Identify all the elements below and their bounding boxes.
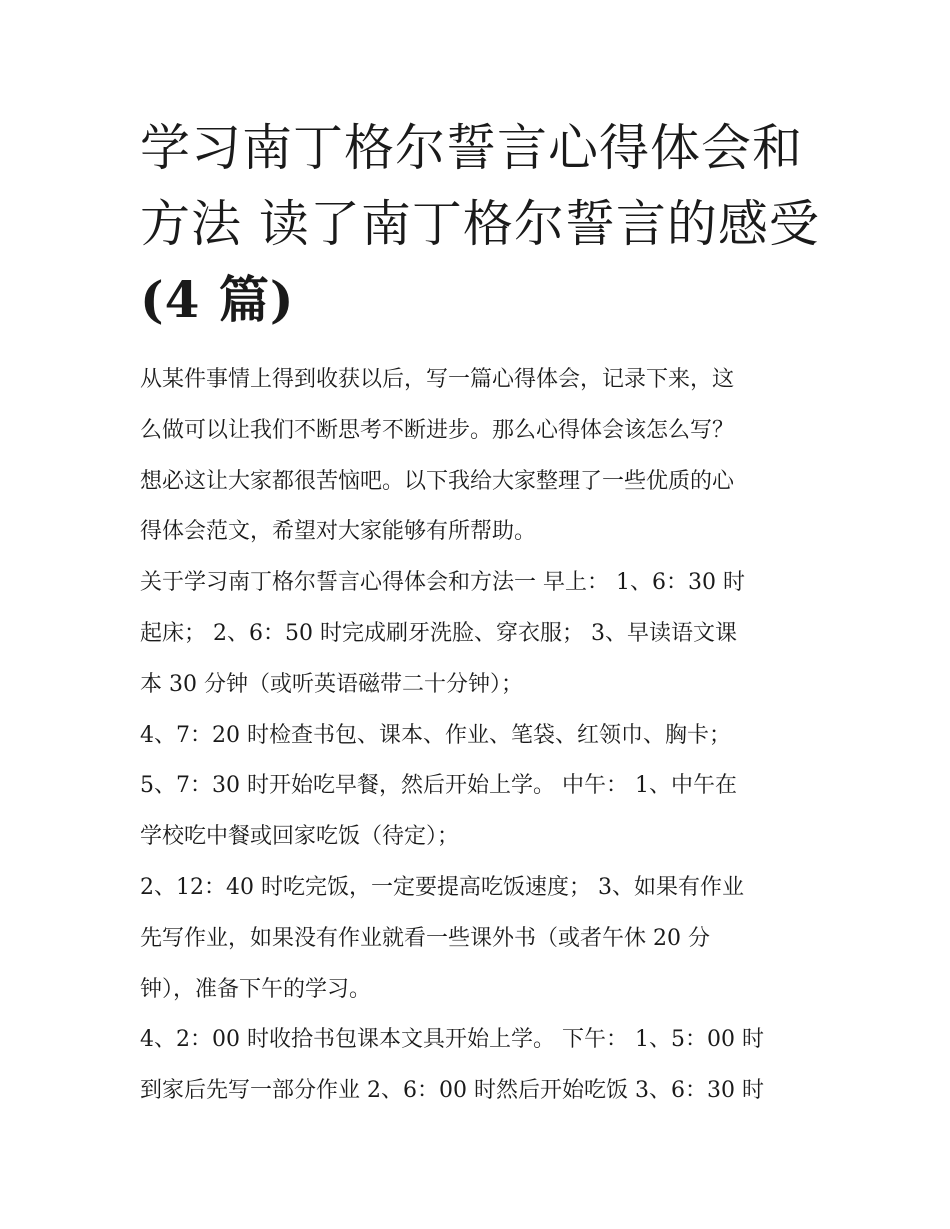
document-body: [140, 355, 830, 1117]
body-line: 2、12：40 时吃完饭，一定要提高吃饭速度； 3、如果有作业: [140, 874, 744, 900]
body-line: 4、7：20 时检查书包、课本、作业、笔袋、红领巾、胸卡；: [140, 722, 731, 748]
body-line: 5、7：30 时开始吃早餐，然后开始上学。 中午： 1、中午在: [140, 773, 737, 799]
title-line: 学习南丁格尔誓言心得体会和: [140, 119, 803, 177]
body-line: 起床； 2、6：50 时完成刷牙洗脸、穿衣服； 3、早读语文课: [140, 620, 737, 646]
body-line: 本 30 分钟（或听英语磁带二十分钟）；: [140, 671, 523, 697]
document-title: [140, 110, 830, 338]
body-line: 么做可以让我们不断思考不断进步。那么心得体会该怎么写？: [140, 417, 735, 443]
body-line: 学校吃中餐或回家吃饭（待定）；: [140, 824, 460, 850]
body-line: 得体会范文，希望对大家能够有所帮助。: [140, 519, 537, 545]
body-line: 到家后先写一部分作业 2、6：00 时然后开始吃饭 3、6：30 时: [140, 1078, 764, 1104]
body-line: 关于学习南丁格尔誓言心得体会和方法一 早上： 1、6：30 时: [140, 570, 745, 596]
title-line: 方法 读了南丁格尔誓言的感受: [140, 195, 820, 253]
title-line: (4 篇): [140, 270, 295, 329]
body-line: 4、2：00 时收拾书包课本文具开始上学。 下午： 1、5：00 时: [140, 1027, 764, 1053]
body-line: 从某件事情上得到收获以后，写一篇心得体会，记录下来，这: [140, 367, 735, 392]
body-line: 想必这让大家都很苦恼吧。以下我给大家整理了一些优质的心: [140, 468, 735, 494]
body-line: 钟），准备下午的学习。: [140, 976, 372, 1002]
body-line: 先写作业，如果没有作业就看一些课外书（或者午休 20 分: [140, 925, 710, 951]
